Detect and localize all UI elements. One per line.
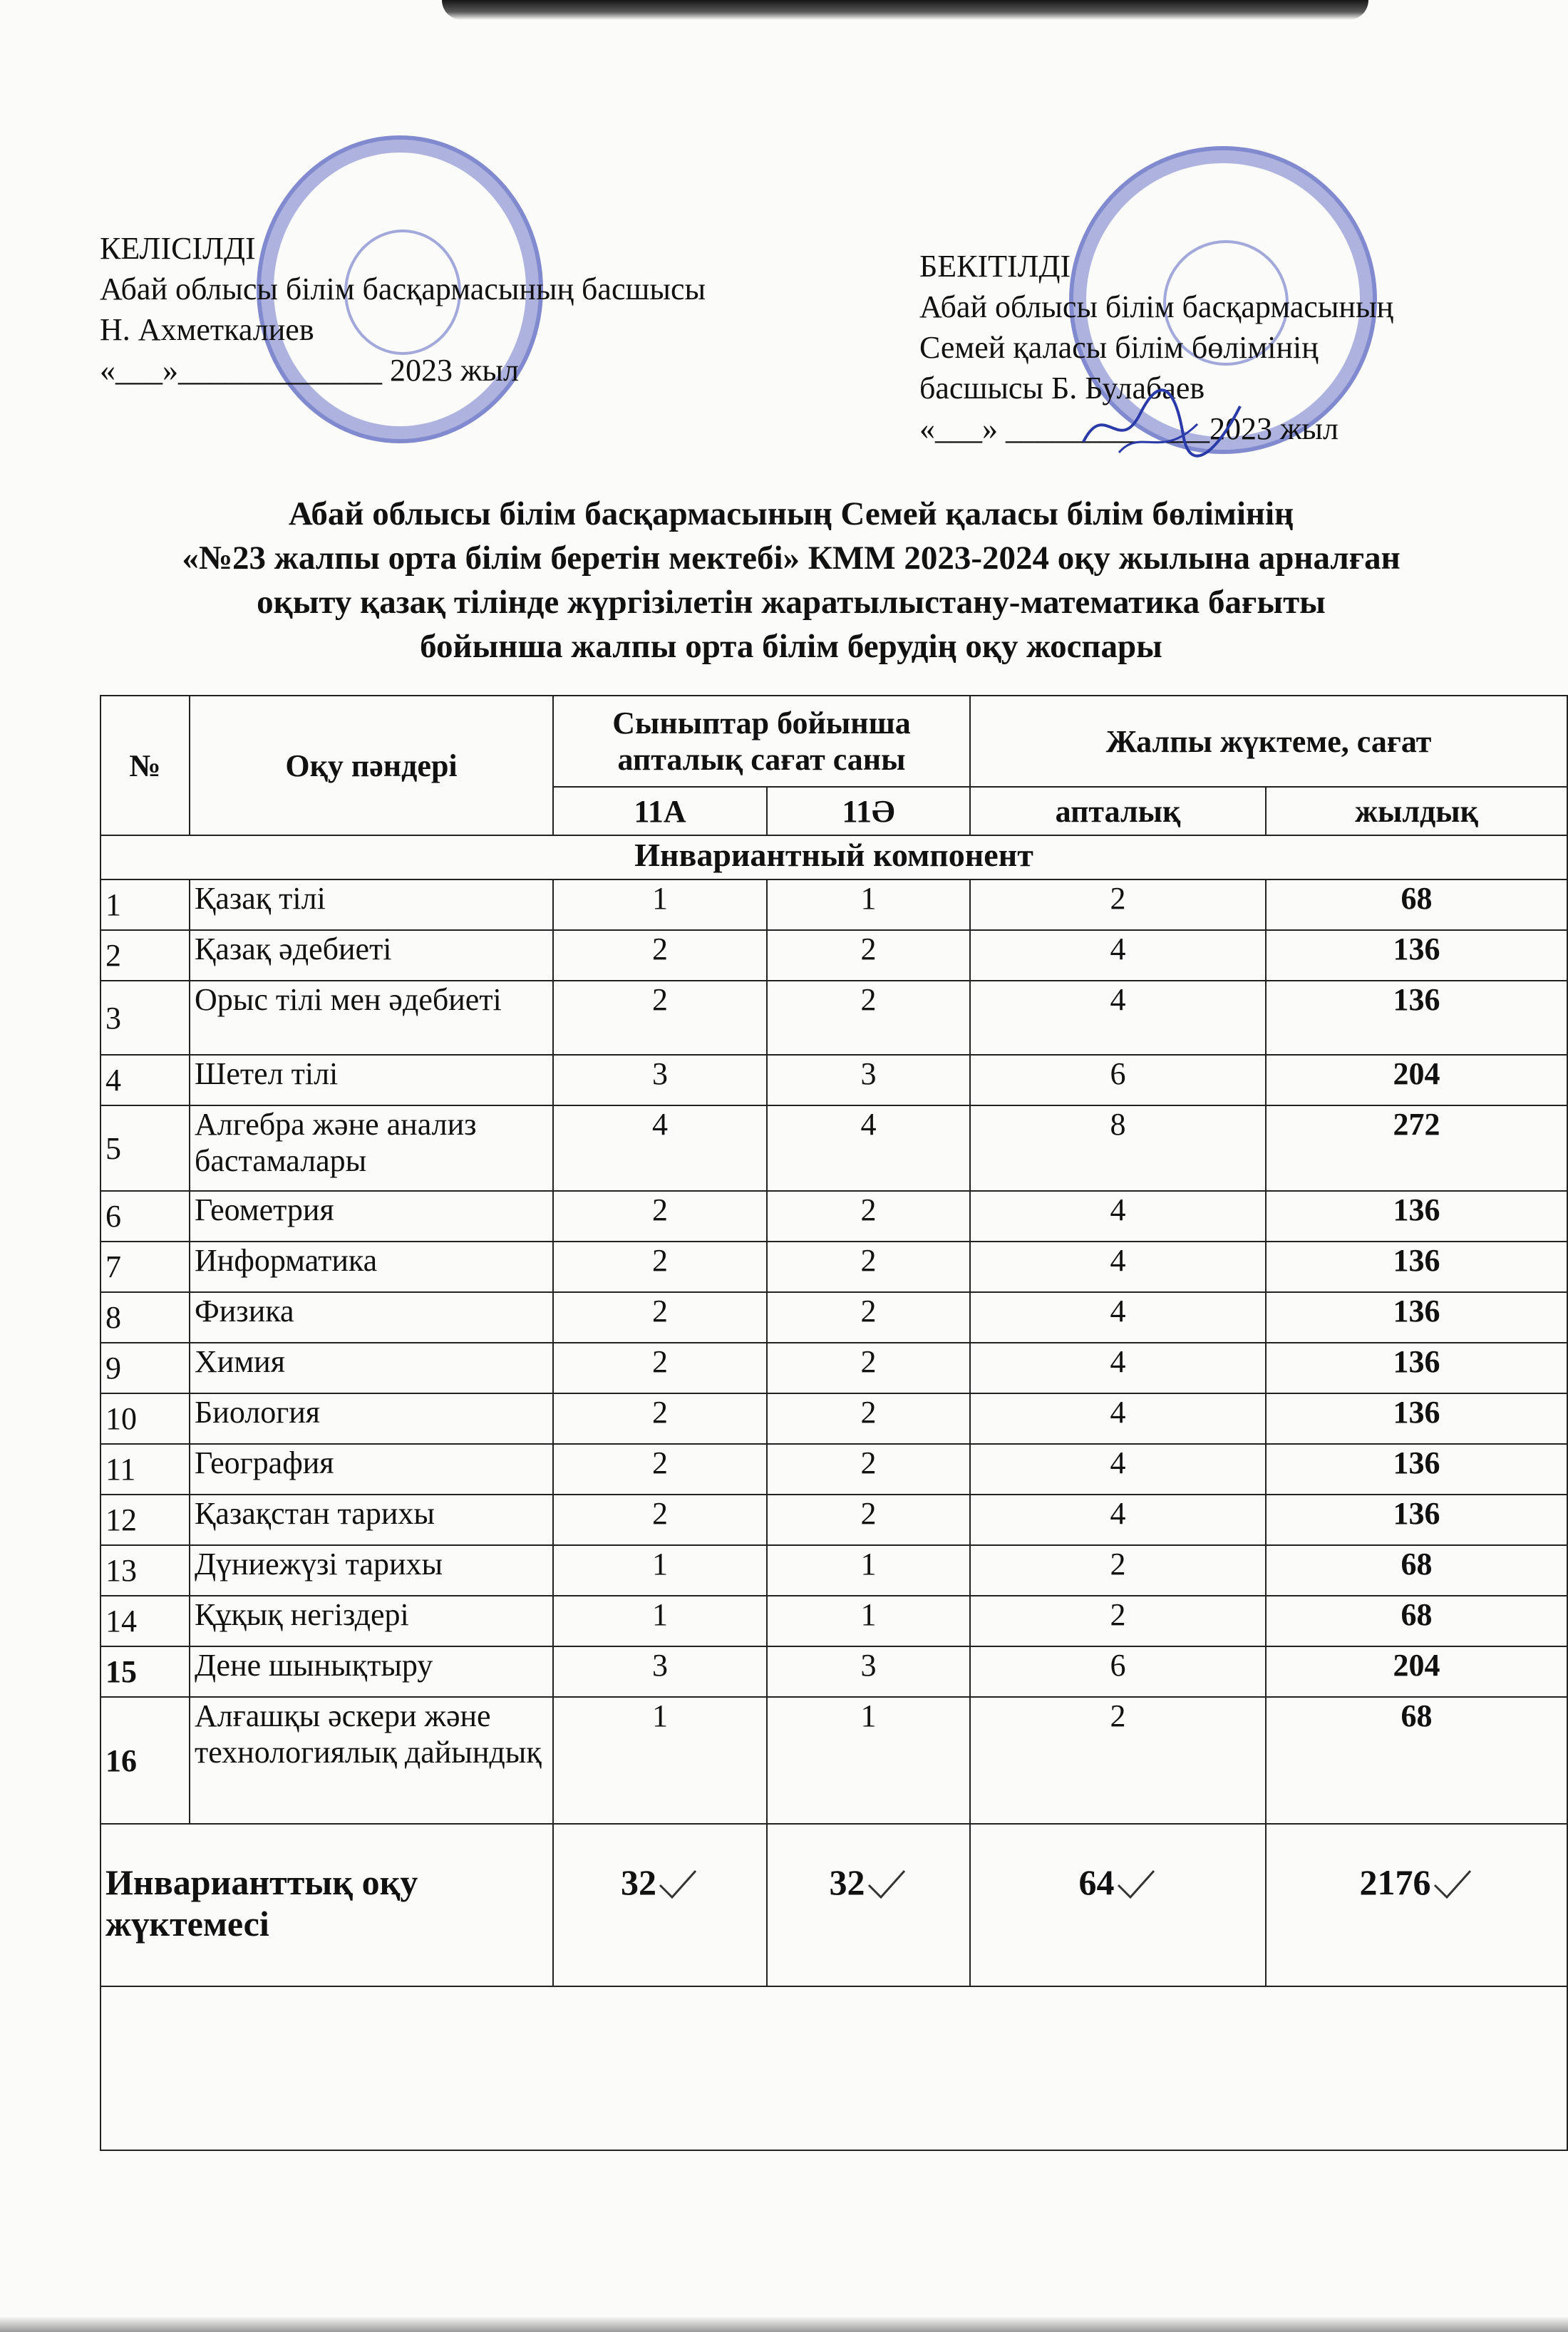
row-class-b: 2 xyxy=(767,930,970,981)
row-subject: Қазақ әдебиеті xyxy=(190,930,553,981)
table-row xyxy=(100,1545,1567,1596)
row-number: 10 xyxy=(100,1393,190,1444)
check-mark-icon xyxy=(865,1867,908,1903)
row-subject: Алгебра және анализ бастамалары xyxy=(190,1105,553,1191)
scan-shadow xyxy=(442,0,1368,20)
row-subject: Геометрия xyxy=(190,1191,553,1242)
row-weekly: 6 xyxy=(970,1055,1266,1105)
row-subject: Алғашқы әскери және технологиялық дайындық xyxy=(190,1697,553,1824)
row-class-b: 4 xyxy=(767,1105,970,1191)
row-weekly: 2 xyxy=(970,879,1266,930)
row-weekly: 4 xyxy=(970,1292,1266,1343)
row-class-a: 2 xyxy=(553,1343,767,1393)
row-class-a: 1 xyxy=(553,1697,767,1824)
title-line-1: Абай облысы білім басқармасының Семей қаласы білім бөлімінің xyxy=(288,495,1294,532)
scan-bottom-edge xyxy=(0,2316,1568,2332)
row-subject: Орыс тілі мен әдебиеті xyxy=(190,981,553,1055)
row-weekly: 4 xyxy=(970,1444,1266,1495)
row-yearly: 68 xyxy=(1266,879,1567,930)
row-class-a: 2 xyxy=(553,1444,767,1495)
table-row xyxy=(100,1343,1567,1393)
empty-row xyxy=(100,1986,1567,2150)
table-row xyxy=(100,1055,1567,1105)
row-yearly: 204 xyxy=(1266,1646,1567,1697)
section-heading: Инвариантный компонент xyxy=(100,835,1567,879)
total-class-b: 32 xyxy=(767,1824,970,1986)
row-number: 4 xyxy=(100,1055,190,1105)
row-yearly: 136 xyxy=(1266,1495,1567,1545)
table-row xyxy=(100,1495,1567,1545)
row-yearly: 136 xyxy=(1266,1343,1567,1393)
row-weekly: 2 xyxy=(970,1545,1266,1596)
document-title xyxy=(64,492,1518,669)
row-weekly: 2 xyxy=(970,1697,1266,1824)
title-line-4: бойынша жалпы орта білім берудің оқу жоспары xyxy=(420,628,1162,665)
approval-date: «___» _____________2023 жыл xyxy=(919,411,1339,446)
row-yearly: 136 xyxy=(1266,1292,1567,1343)
row-subject: Дүниежүзі тарихы xyxy=(190,1545,553,1596)
header-total-load: Жалпы жүктеме, сағат xyxy=(970,696,1567,787)
table-row xyxy=(100,1292,1567,1343)
row-class-b: 2 xyxy=(767,1393,970,1444)
row-weekly: 4 xyxy=(970,930,1266,981)
row-number: 2 xyxy=(100,930,190,981)
row-class-b: 2 xyxy=(767,1343,970,1393)
row-yearly: 136 xyxy=(1266,930,1567,981)
approval-block-agreed xyxy=(100,228,706,391)
row-yearly: 136 xyxy=(1266,1393,1567,1444)
approval-name: басшысы Б. Булабаев xyxy=(919,371,1205,406)
check-mark-icon xyxy=(1115,1867,1157,1903)
row-class-b: 2 xyxy=(767,1242,970,1292)
curriculum-table xyxy=(100,695,1568,2151)
table-row xyxy=(100,930,1567,981)
row-class-b: 2 xyxy=(767,1191,970,1242)
approval-position-2: Семей қаласы білім бөлімінің xyxy=(919,330,1319,365)
row-class-b: 1 xyxy=(767,1697,970,1824)
row-subject: Шетел тілі xyxy=(190,1055,553,1105)
row-class-a: 3 xyxy=(553,1646,767,1697)
header-class-a: 11А xyxy=(553,787,767,835)
row-number: 15 xyxy=(100,1646,190,1697)
row-class-a: 2 xyxy=(553,1495,767,1545)
row-subject: Физика xyxy=(190,1292,553,1343)
row-class-a: 1 xyxy=(553,1545,767,1596)
row-number: 8 xyxy=(100,1292,190,1343)
header-weekly: апталық xyxy=(970,787,1266,835)
approval-name: Н. Ахметкалиев xyxy=(100,312,314,347)
row-class-b: 1 xyxy=(767,1596,970,1646)
row-yearly: 204 xyxy=(1266,1055,1567,1105)
row-weekly: 2 xyxy=(970,1596,1266,1646)
table-row xyxy=(100,1646,1567,1697)
table-row xyxy=(100,1596,1567,1646)
table-row xyxy=(100,1697,1567,1824)
row-subject: Химия xyxy=(190,1343,553,1393)
row-class-a: 2 xyxy=(553,1292,767,1343)
row-number: 3 xyxy=(100,981,190,1055)
row-weekly: 8 xyxy=(970,1105,1266,1191)
row-number: 5 xyxy=(100,1105,190,1191)
row-subject: Құқық негіздері xyxy=(190,1596,553,1646)
row-class-b: 1 xyxy=(767,1545,970,1596)
title-line-3: оқыту қазақ тілінде жүргізілетін жаратылыстану-математика бағыты xyxy=(257,584,1326,621)
approval-position: Абай облысы білім басқармасының басшысы xyxy=(100,272,706,306)
row-weekly: 4 xyxy=(970,1242,1266,1292)
header-class-b: 11Ә xyxy=(767,787,970,835)
handwritten-signature xyxy=(1076,385,1247,463)
row-subject: Дене шынықтыру xyxy=(190,1646,553,1697)
row-yearly: 136 xyxy=(1266,1242,1567,1292)
row-class-a: 2 xyxy=(553,1393,767,1444)
table-row xyxy=(100,981,1567,1055)
row-class-b: 2 xyxy=(767,1444,970,1495)
row-weekly: 4 xyxy=(970,981,1266,1055)
row-yearly: 68 xyxy=(1266,1697,1567,1824)
row-yearly: 68 xyxy=(1266,1545,1567,1596)
row-subject: Информатика xyxy=(190,1242,553,1292)
row-yearly: 272 xyxy=(1266,1105,1567,1191)
row-yearly: 136 xyxy=(1266,1444,1567,1495)
row-number: 12 xyxy=(100,1495,190,1545)
row-class-b: 1 xyxy=(767,879,970,930)
total-class-a: 32 xyxy=(553,1824,767,1986)
row-weekly: 4 xyxy=(970,1495,1266,1545)
row-number: 7 xyxy=(100,1242,190,1292)
row-class-a: 2 xyxy=(553,1191,767,1242)
row-class-a: 4 xyxy=(553,1105,767,1191)
row-class-b: 2 xyxy=(767,1495,970,1545)
approval-position: Абай облысы білім басқармасының xyxy=(919,289,1394,324)
row-number: 13 xyxy=(100,1545,190,1596)
row-subject: Қазақстан тарихы xyxy=(190,1495,553,1545)
table-row xyxy=(100,1242,1567,1292)
table-row xyxy=(100,1191,1567,1242)
curriculum-table-wrap xyxy=(100,695,1567,2151)
row-number: 6 xyxy=(100,1191,190,1242)
row-number: 9 xyxy=(100,1343,190,1393)
total-weekly: 64 xyxy=(970,1824,1266,1986)
header-yearly: жылдық xyxy=(1266,787,1567,835)
row-class-b: 3 xyxy=(767,1646,970,1697)
check-mark-icon xyxy=(656,1867,699,1903)
header-weekly-by-class: Сыныптар бойынша апталық сағат саны xyxy=(553,696,970,787)
row-weekly: 4 xyxy=(970,1191,1266,1242)
row-subject: География xyxy=(190,1444,553,1495)
row-class-b: 2 xyxy=(767,1292,970,1343)
row-class-a: 1 xyxy=(553,879,767,930)
row-class-a: 2 xyxy=(553,930,767,981)
row-weekly: 6 xyxy=(970,1646,1266,1697)
header-subjects: Оқу пәндері xyxy=(190,696,553,835)
row-yearly: 68 xyxy=(1266,1596,1567,1646)
table-row xyxy=(100,1444,1567,1495)
row-number: 16 xyxy=(100,1697,190,1824)
table-row xyxy=(100,879,1567,930)
approval-date: «___»_____________ 2023 жыл xyxy=(100,353,519,388)
total-label: Инварианттық оқу жүктемесі xyxy=(100,1824,553,1986)
title-line-2: «№23 жалпы орта білім беретін мектебі» КММ 2023-2024 оқу жылына арналған xyxy=(182,540,1401,577)
row-number: 14 xyxy=(100,1596,190,1646)
row-class-b: 3 xyxy=(767,1055,970,1105)
row-class-a: 1 xyxy=(553,1596,767,1646)
row-subject: Биология xyxy=(190,1393,553,1444)
row-number: 1 xyxy=(100,879,190,930)
row-yearly: 136 xyxy=(1266,981,1567,1055)
row-weekly: 4 xyxy=(970,1393,1266,1444)
row-weekly: 4 xyxy=(970,1343,1266,1393)
check-mark-icon xyxy=(1431,1867,1474,1903)
table-row xyxy=(100,1105,1567,1191)
header-num: № xyxy=(100,696,190,835)
row-class-a: 2 xyxy=(553,981,767,1055)
total-yearly: 2176 xyxy=(1266,1824,1567,1986)
row-class-a: 3 xyxy=(553,1055,767,1105)
table-row xyxy=(100,1393,1567,1444)
row-subject: Қазақ тілі xyxy=(190,879,553,930)
row-class-a: 2 xyxy=(553,1242,767,1292)
approval-heading: КЕЛІСІЛДІ xyxy=(100,231,256,266)
approval-heading: БЕКІТІЛДІ xyxy=(919,249,1071,284)
row-number: 11 xyxy=(100,1444,190,1495)
row-yearly: 136 xyxy=(1266,1191,1567,1242)
row-class-b: 2 xyxy=(767,981,970,1055)
